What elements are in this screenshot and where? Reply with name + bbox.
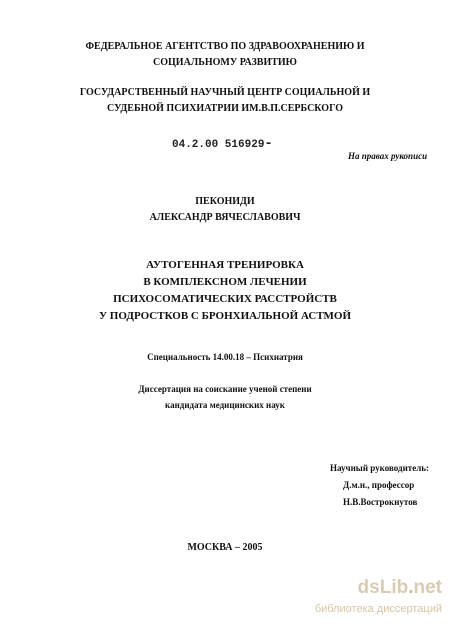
city-year: МОСКВА – 2005 <box>187 542 263 553</box>
watermark-brand-dot: . <box>408 577 414 598</box>
title-line-3: ПСИХОСОМАТИЧЕСКИХ РАССТРОЙСТВ <box>113 293 337 305</box>
dslib-watermark <box>314 577 446 623</box>
supervisor-degree: Д.м.н., профессор <box>343 480 415 490</box>
watermark-brand-part1: dsLib <box>357 577 409 598</box>
stamp-number: 04.2.00 516929 <box>172 139 265 151</box>
supervisor-name: Н.В.Вострокнутов <box>343 497 418 507</box>
author-surname: ПЕКОНИДИ <box>195 196 255 207</box>
manuscript-note: На правах рукописи <box>348 151 428 161</box>
author-name: АЛЕКСАНДР ВЯЧЕСЛАВОВИЧ <box>149 212 301 223</box>
library-stamp <box>172 137 273 152</box>
dissertation-line-2: кандидата медицинских наук <box>165 400 285 410</box>
title-line-2: В КОМПЛЕКСНОМ ЛЕЧЕНИИ <box>143 276 307 288</box>
center-line-1: ГОСУДАРСТВЕННЫЙ НАУЧНЫЙ ЦЕНТР СОЦИАЛЬНОЙ И <box>79 87 371 98</box>
title-line-4: У ПОДРОСТКОВ С БРОНХИАЛЬНОЙ АСТМОЙ <box>98 310 352 322</box>
watermark-brand <box>358 577 442 599</box>
watermark-caption: библиотека диссертаций <box>314 603 442 615</box>
stamp-suffix: - <box>264 136 273 152</box>
watermark-brand-part2: net <box>413 577 442 598</box>
specialty: Специальность 14.00.18 – Психиатрия <box>147 352 303 362</box>
dissertation-line-1: Диссертация на соискание ученой степени <box>138 384 312 394</box>
center-line-2: СУДЕБНОЙ ПСИХИАТРИИ ИМ.В.П.СЕРБСКОГО <box>107 103 343 114</box>
title-line-1: АУТОГЕННАЯ ТРЕНИРОВКА <box>146 259 304 271</box>
agency-line-2: СОЦИАЛЬНОМУ РАЗВИТИЮ <box>153 57 297 68</box>
agency-line-1: ФЕДЕРАЛЬНОЕ АГЕНТСТВО ПО ЗДРАВООХРАНЕНИЮ И <box>85 41 365 52</box>
supervisor-label: Научный руководитель: <box>330 463 429 473</box>
